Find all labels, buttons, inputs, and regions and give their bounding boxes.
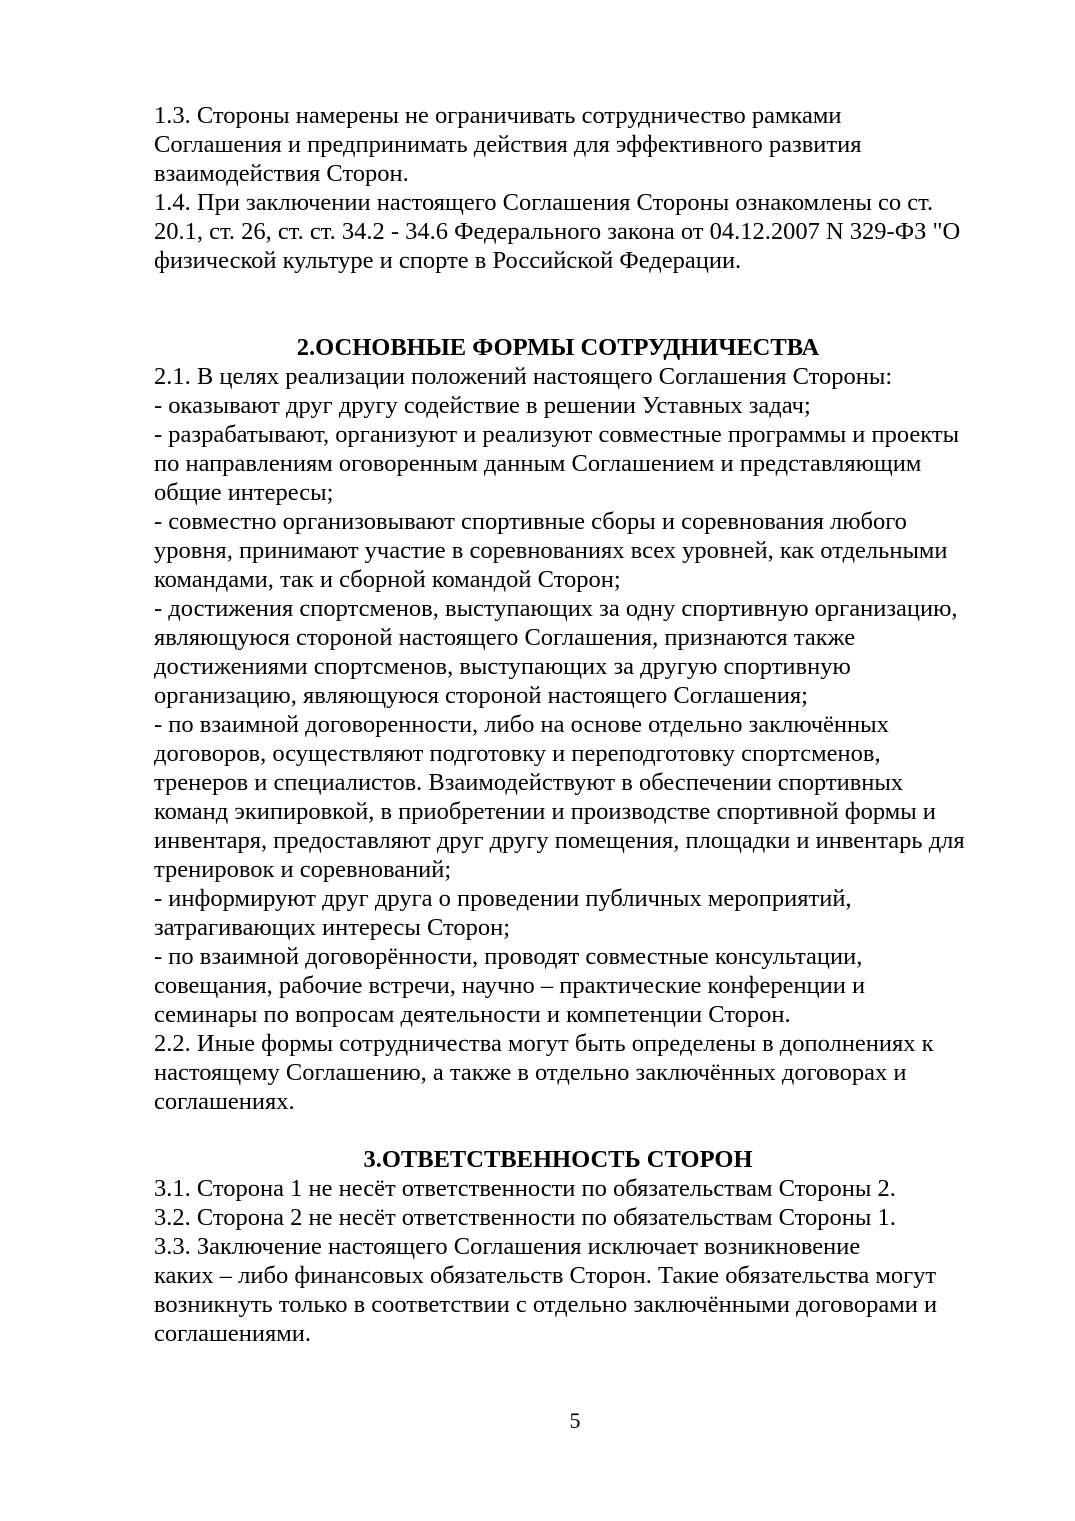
paragraph-line: - совместно организовывают спортивные сборы и соревнования любого	[154, 508, 907, 535]
paragraph-line: возникнуть только в соответствии с отдельно заключёнными договорами и	[154, 1291, 938, 1318]
paragraph-line: достижениями спортсменов, выступающих за другую спортивную	[154, 653, 851, 680]
paragraph-line: - информируют друг друга о проведении публичных мероприятий,	[154, 885, 852, 912]
paragraph-line: соглашениями.	[154, 1320, 312, 1347]
paragraph-line: - оказывают друг другу содействие в решении Уставных задач;	[154, 392, 811, 419]
paragraph-line: общие интересы;	[154, 479, 334, 506]
paragraph-line: - по взаимной договоренности, либо на основе отдельно заключённых	[154, 711, 889, 738]
paragraph-line: затрагивающих интересы Сторон;	[154, 914, 511, 941]
paragraph-line: 1.3. Стороны намерены не ограничивать сотрудничество рамками	[154, 102, 842, 129]
paragraph-line: договоров, осуществляют подготовку и переподготовку спортсменов,	[154, 740, 881, 767]
document-page	[154, 101, 1004, 1348]
paragraph-line: 3.2. Сторона 2 не несёт ответственности по обязательствам Стороны 1.	[154, 1204, 896, 1231]
paragraph-line: команд экипировкой, в приобретении и производстве спортивной формы и	[154, 798, 936, 825]
spacer	[154, 275, 1004, 333]
section-2-body	[154, 362, 1004, 1116]
paragraph-line: - по взаимной договорённости, проводят совместные консультации,	[154, 943, 863, 970]
paragraph-line: тренировок и соревнований;	[154, 856, 452, 883]
page-number: 5	[569, 1408, 581, 1433]
paragraph-line: совещания, рабочие встречи, научно – практические конференции и	[154, 972, 866, 999]
section-3-body	[154, 1174, 1004, 1348]
paragraph-line: - достижения спортсменов, выступающих за одну спортивную организацию,	[154, 595, 958, 622]
paragraph-line: организацию, являющуюся стороной настоящего Соглашения;	[154, 682, 808, 709]
paragraph-line: инвентаря, предоставляют друг другу помещения, площадки и инвентарь для	[154, 827, 965, 854]
paragraph-line: 2.1. В целях реализации положений настоящего Соглашения Стороны:	[154, 363, 893, 390]
paragraph-line: физической культуре и спорте в Российской Федерации.	[154, 247, 742, 274]
paragraph-line: 20.1, ст. 26, ст. ст. 34.2 - 34.6 Федерального закона от 04.12.2007 N 329-ФЗ "О	[154, 218, 961, 245]
paragraph-line: 3.3. Заключение настоящего Соглашения исключает возникновение	[154, 1233, 861, 1260]
section-3-heading: 3.ОТВЕТСТВЕННОСТЬ СТОРОН	[363, 1146, 753, 1173]
paragraph-line: 1.4. При заключении настоящего Соглашения Стороны ознакомлены со ст.	[154, 189, 934, 216]
spacer	[154, 1116, 1004, 1145]
paragraph-line: каких – либо финансовых обязательств Сторон. Такие обязательства могут	[154, 1262, 937, 1289]
paragraph-line: уровня, принимают участие в соревнованиях всех уровней, как отдельными	[154, 537, 948, 564]
paragraph-line: командами, так и сборной командой Сторон;	[154, 566, 621, 593]
paragraph-line: Соглашения и предпринимать действия для эффективного развития	[154, 131, 862, 158]
paragraph-line: тренеров и специалистов. Взаимодействуют в обеспечении спортивных	[154, 769, 904, 796]
paragraph-line: - разрабатывают, организуют и реализуют совместные программы и проекты	[154, 421, 960, 448]
paragraph-line: настоящему Соглашению, а также в отдельно заключённых договорах и	[154, 1059, 907, 1086]
paragraph-line: семинары по вопросам деятельности и компетенции Сторон.	[154, 1001, 791, 1028]
section-1-body	[154, 101, 1004, 275]
paragraph-line: по направлениям оговоренным данным Соглашением и представляющим	[154, 450, 922, 477]
paragraph-line: являющуюся стороной настоящего Соглашения, признаются также	[154, 624, 856, 651]
paragraph-line: взаимодействия Сторон.	[154, 160, 409, 187]
paragraph-line: 2.2. Иные формы сотрудничества могут быть определены в дополнениях к	[154, 1030, 934, 1057]
paragraph-line: 3.1. Сторона 1 не несёт ответственности по обязательствам Стороны 2.	[154, 1175, 896, 1202]
paragraph-line: соглашениях.	[154, 1088, 295, 1115]
section-2-heading: 2.ОСНОВНЫЕ ФОРМЫ СОТРУДНИЧЕСТВА	[296, 334, 820, 361]
